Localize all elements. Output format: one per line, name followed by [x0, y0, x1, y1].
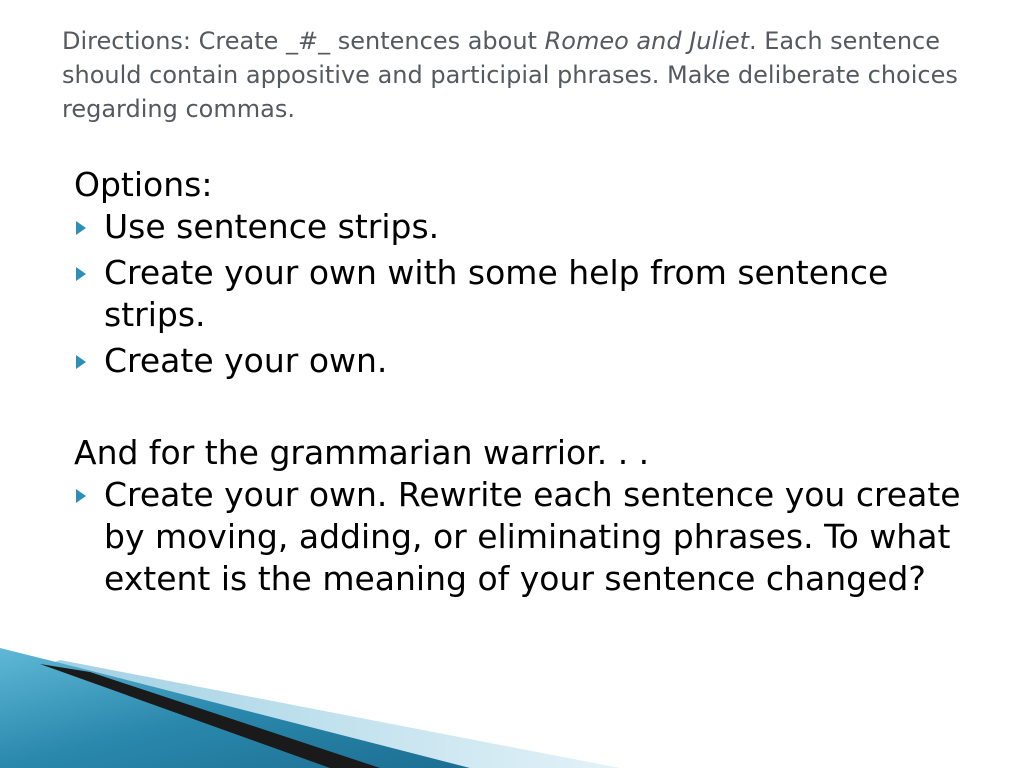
options-item	[74, 252, 974, 336]
warrior-item-text: Create your own. Rewrite each sentence you create by moving, adding, or eliminating phrases. To what extent is the meaning of your sentence changed?	[104, 475, 961, 598]
slide-title	[62, 24, 972, 126]
options-item-text: Create your own with some help from sentence strips.	[104, 253, 889, 334]
options-list	[74, 206, 974, 382]
triangle-bullet-icon	[76, 489, 86, 503]
triangle-bullet-icon	[76, 355, 86, 369]
wave-dark-stripe	[40, 664, 380, 768]
wave-blue-band	[0, 648, 470, 768]
warrior-list	[74, 474, 974, 600]
triangle-bullet-icon	[76, 267, 86, 281]
options-item-text: Use sentence strips.	[104, 207, 440, 246]
warrior-heading: And for the grammarian warrior. . .	[74, 433, 650, 472]
wave-light-band	[40, 660, 620, 768]
options-heading: Options:	[74, 165, 213, 204]
warrior-item	[74, 474, 974, 600]
options-item	[74, 340, 974, 382]
title-suffix: . Each sentence should contain appositive and participial phrases. Make deliberate choices regarding commas.	[62, 27, 958, 123]
options-item	[74, 206, 974, 248]
title-italic-work: Romeo and Juliet	[544, 27, 749, 55]
slide-body	[74, 164, 974, 604]
triangle-bullet-icon	[76, 221, 86, 235]
spacer	[74, 386, 974, 432]
title-prefix: Directions: Create _#_ sentences about	[62, 27, 545, 55]
options-item-text: Create your own.	[104, 341, 388, 380]
